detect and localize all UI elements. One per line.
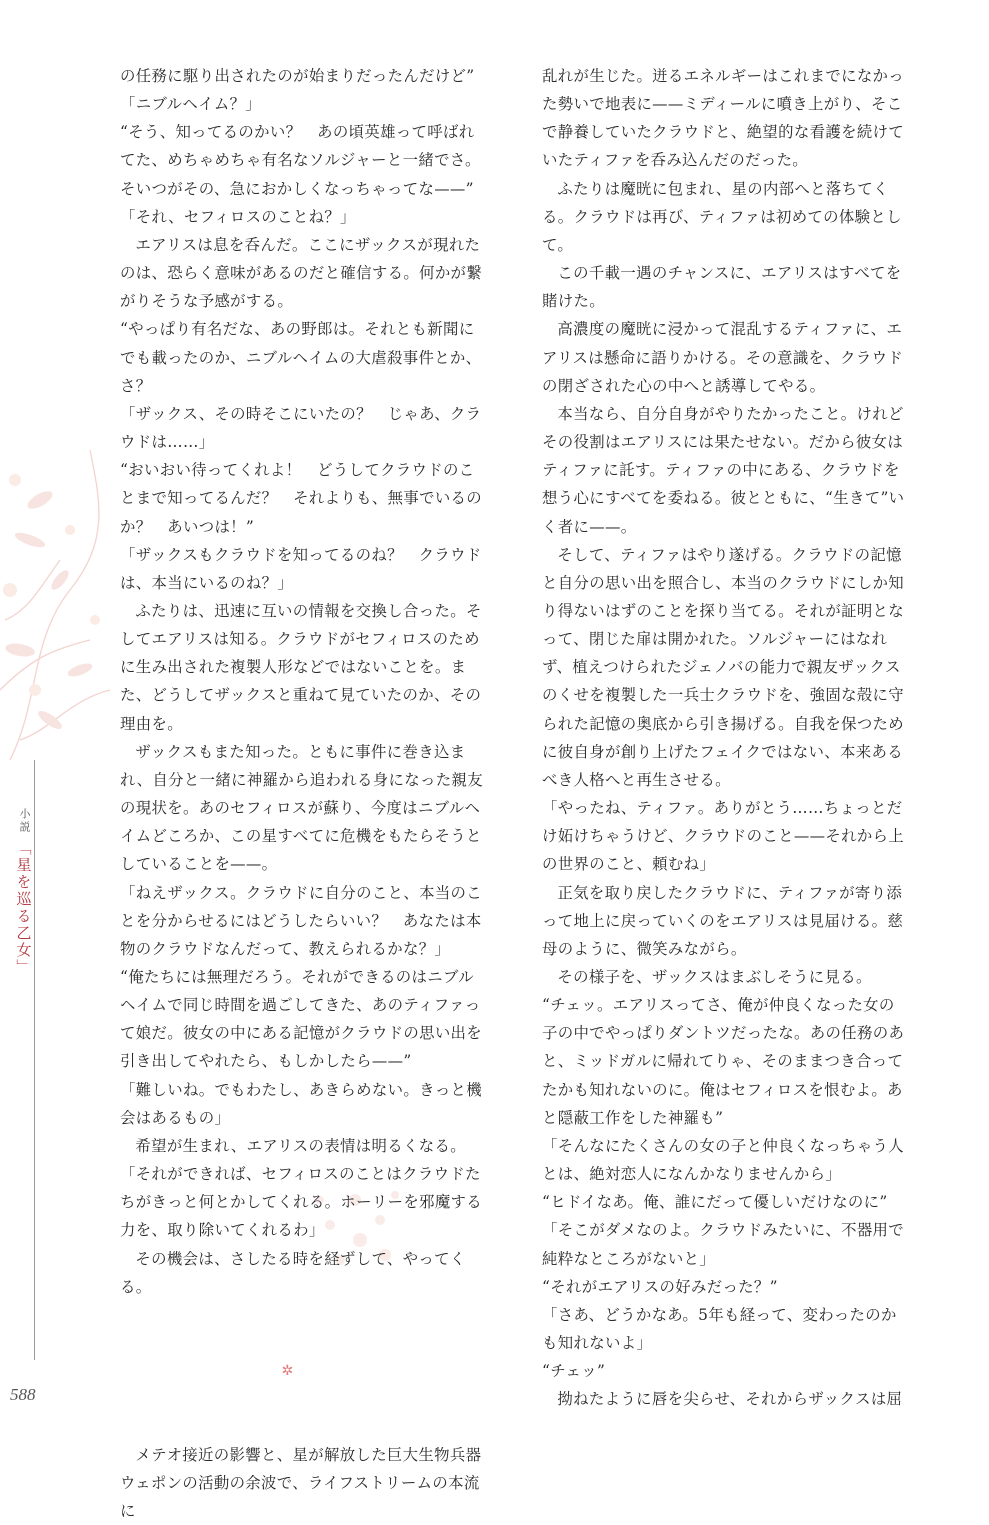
paragraph: その様子を、ザックスはまぶしそうに見る。 [557, 968, 872, 986]
paragraph: 「難しいね。でもわたし、あきらめない。きっと機会はあるもの」 [120, 1080, 483, 1127]
paragraph: 「ザックスもクラウドを知ってるのね？ クラウドは、本当にいるのね？」 [120, 545, 482, 592]
paragraph: “ヒドイなあ。俺、誰にだって優しいだけなのに” [542, 1193, 888, 1212]
paragraph: 「やったね、ティファ。ありがとう……ちょっとだけ妬けちゃうけど、クラウドのこと——それから上の世界のこと、頼むね」 [542, 799, 905, 874]
left-paragraphs-after-break [120, 1441, 485, 1525]
side-label: 小説 [18, 808, 31, 834]
right-text-column [542, 62, 907, 1414]
side-story-title: 「星を巡る乙女」 [14, 840, 33, 976]
paragraph: 「それ、セフィロスのことね？」 [120, 207, 356, 226]
paragraph: 拗ねたように唇を尖らせ、それからザックスは屈 [557, 1390, 903, 1409]
paragraph: “やっぱり有名だな、あの野郎は。それとも新聞にでも載ったのか、ニブルヘイムの大虐殺事件とか、さ？ [120, 320, 482, 395]
paragraph: 「そんなにたくさんの女の子と仲良くなっちゃう人とは、絶対恋人になんかなりませんから」 [542, 1136, 905, 1184]
floral-decoration [0, 440, 120, 770]
paragraph: の任務に駆り出されたのが始まりだったんだけど” [120, 67, 475, 85]
left-paragraphs [120, 62, 485, 1301]
paragraph: ふたりは、迅速に互いの情報を交換し合った。そしてエアリスは知る。クラウドがセフィロスのために生み出された複製人形などではないことを。また、どうしてザックスと重ねて見ていたのか、その理由を。 [120, 601, 482, 733]
paragraph: そして、ティファはやり遂げる。クラウドの記憶と自分の思い出を照合し、本当のクラウドにしか知り得ないはずのことを探り当てる。それが証明となって、閉じた扉は開かれた。ソルジャーにはなれず、植えつけられたジェノバの能力で親友ザックスのくせを複製した一兵士クラウドを、強固な殻に守られた記憶の奥底から引き揚げる。自我を保つために彼自身が創り上げたフェイクではない、本来あるべき人格へと再生させる。 [542, 545, 905, 789]
paragraph: “それがエアリスの好みだった？” [542, 1277, 778, 1296]
right-paragraphs [542, 62, 907, 1414]
paragraph: 「さあ、どうかなあ。5年も経って、変わったのかも知れないよ」 [542, 1305, 897, 1353]
paragraph: 正気を取り戻したクラウドに、ティファが寄り添って地上に戻っていくのをエアリスは見届ける。慈母のように、微笑みながら。 [542, 883, 904, 958]
paragraph: エアリスは息を呑んだ。ここにザックスが現れたのは、恐らく意味があるのだと確信する。何かが繋がりそうな予感がする。 [120, 235, 483, 311]
paragraph: メテオ接近の影響と、星が解放した巨大生物兵器ウェポンの活動の余波で、ライフストリームの本流に [120, 1445, 482, 1521]
paragraph: “チェッ” [542, 1362, 606, 1381]
paragraph: ザックスもまた知った。ともに事件に巻き込まれ、自分と一緒に神羅から追われる身になった親友の現状を。あのセフィロスが蘇り、今度はニブルヘイムどころか、この星すべてに危機をもたらそうとしていることを——。 [120, 742, 483, 874]
paragraph: “俺たちには無理だろう。それができるのはニブルヘイムで同じ時間を過ごしてきた、あのティファって娘だ。彼女の中にある記憶がクラウドの思い出を引き出してやれたら、もしかしたら——” [120, 968, 483, 1071]
paragraph: 「そこがダメなのよ。クラウドみたいに、不器用で純粋なところがないと」 [542, 1221, 905, 1268]
paragraph: その機会は、さしたる時を経ずして、やってくる。 [120, 1249, 466, 1296]
paragraph: “おいおい待ってくれよ！ どうしてクラウドのことまで知ってるんだ？ それよりも、無事でいるのか？ あいつは！” [120, 461, 483, 536]
paragraph: 高濃度の魔晄に浸かって混乱するティファに、エアリスは懸命に語りかける。その意識を、クラウドの閉ざされた心の中へと誘導してやる。 [542, 320, 904, 395]
paragraph: ふたりは魔晄に包まれ、星の内部へと落ちてくる。クラウドは再び、ティファは初めての体験として。 [542, 179, 902, 254]
section-gap [120, 1385, 485, 1441]
paragraph: 「ニブルヘイム？」 [120, 95, 262, 114]
paragraph: 「ザックス、その時そこにいたの？ じゃあ、クラウドは……」 [120, 404, 482, 452]
section-separator-icon: ✲ [281, 1362, 294, 1379]
paragraph: 乱れが生じた。迸るエネルギーはこれまでになかった勢いで地表に——ミディールに噴き上がり、そこで静養していたクラウドと、絶望的な看護を続けていたティファを呑み込んだのだった。 [542, 67, 905, 170]
left-text-column [120, 62, 485, 1525]
paragraph: 「ねえザックス。クラウドに自分のこと、本当のことを分からせるにはどうしたらいい？ あなたは本物のクラウドなんだって、教えられるかな？」 [120, 883, 483, 958]
page-number: 588 [10, 1385, 36, 1404]
paragraph: この千載一遇のチャンスに、エアリスはすべてを賭けた。 [542, 264, 902, 311]
side-chapter-title [13, 808, 35, 976]
paragraph: “そう、知ってるのかい？ あの頃英雄って呼ばれてた、めちゃめちゃ有名なソルジャーと一緒でさ。そいつがその、急におかしくなっちゃってな——” [120, 123, 481, 198]
paragraph: 本当なら、自分自身がやりたかったこと。けれどその役割はエアリスには果たせない。だから彼女はティファに託す。ティファの中にある、クラウドを想う心にすべてを委ねる。彼とともに、“生きて”いく者に——。 [542, 404, 905, 536]
paragraph: “チェッ。エアリスってさ、俺が仲良くなった女の子の中でやっぱりダントツだったな。あの任務のあと、ミッドガルに帰れてりゃ、そのままつき合ってたかも知れないのに。俺はセフィロスを恨むよ。あと隠蔽工作をした神羅も” [542, 996, 905, 1127]
section-gap [120, 1301, 485, 1357]
paragraph: 希望が生まれ、エアリスの表情は明るくなる。「それができれば、セフィロスのことはクラウドたちがきっと何とかしてくれる。ホーリーを邪魔する力を、取り除いてくれるわ」 [120, 1136, 483, 1240]
